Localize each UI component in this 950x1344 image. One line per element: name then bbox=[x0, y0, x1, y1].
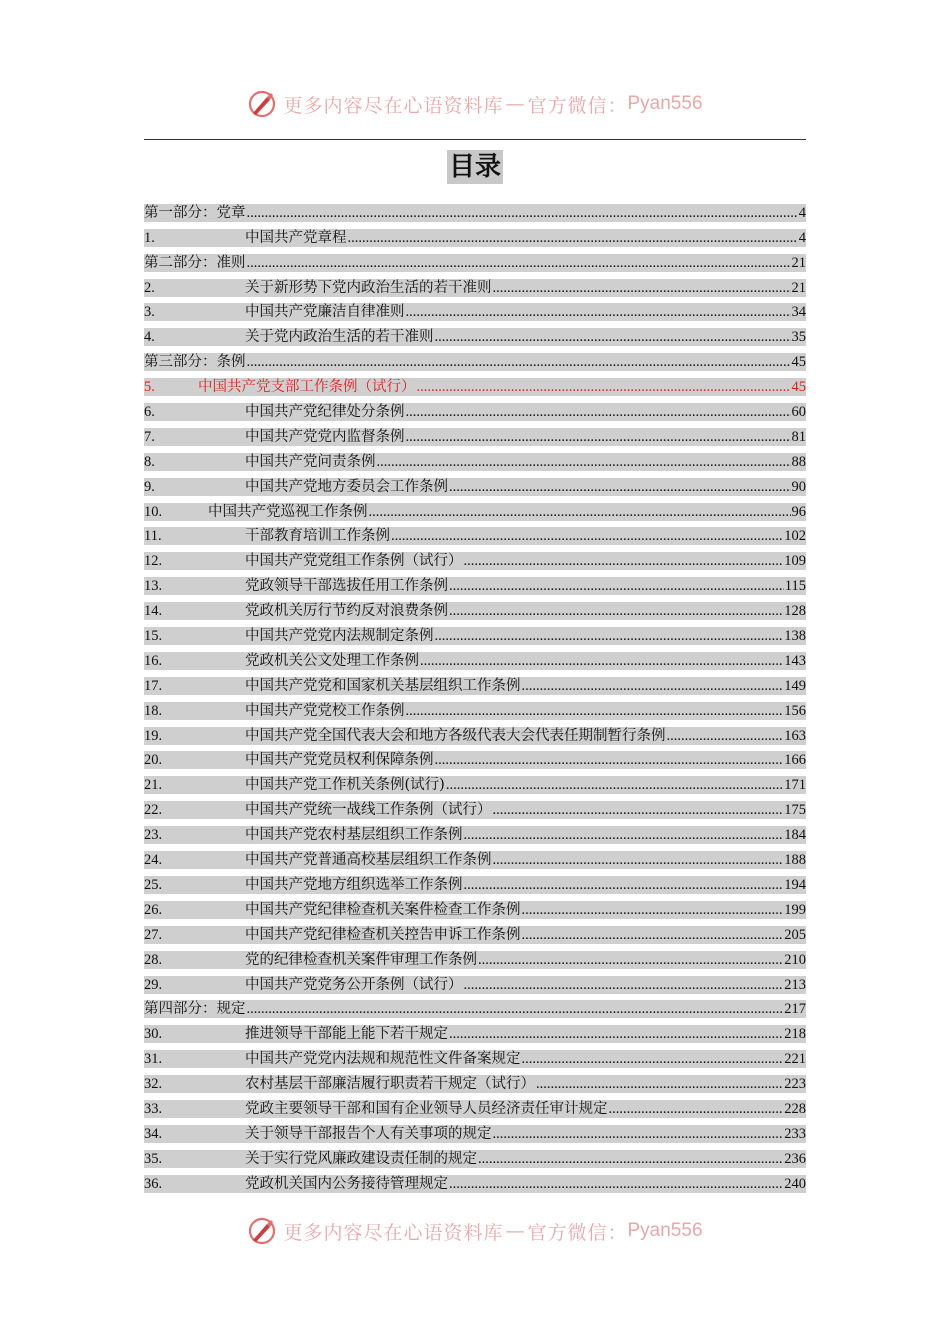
toc-entry-title: 党政主要领导干部和国有企业领导人员经济责任审计规定 bbox=[245, 1100, 608, 1117]
toc-entry-title: 中国共产党地方委员会工作条例 bbox=[245, 478, 448, 495]
banner-wechat-label: 官方微信： bbox=[527, 1221, 628, 1244]
toc-page-number: 188 bbox=[784, 852, 806, 869]
toc-dot-leader bbox=[446, 776, 783, 794]
toc-dot-leader bbox=[478, 951, 783, 969]
toc-entry[interactable] bbox=[144, 197, 806, 222]
toc-entry-title: 中国共产党党内监督条例 bbox=[245, 428, 405, 445]
toc-page-number: 4 bbox=[798, 229, 806, 246]
toc-entry[interactable] bbox=[144, 745, 806, 770]
toc-entry-title: 中国共产党支部工作条例（试行） bbox=[198, 379, 416, 396]
toc-page-number: 205 bbox=[784, 926, 806, 943]
toc-entry-title: 中国共产党党组工作条例（试行） bbox=[245, 553, 463, 570]
toc-entry-number: 8. bbox=[144, 453, 155, 470]
toc-entry-number: 3. bbox=[144, 304, 155, 321]
toc-entry-number: 10. bbox=[144, 503, 163, 520]
toc-entry-number: 35. bbox=[144, 1150, 163, 1167]
toc-entry-number: 32. bbox=[144, 1076, 163, 1093]
toc-entry[interactable] bbox=[144, 545, 806, 570]
toc-entry-line bbox=[144, 727, 806, 745]
toc-entry[interactable] bbox=[144, 844, 806, 869]
toc-page-number: 109 bbox=[784, 553, 806, 570]
toc-entry-line bbox=[144, 776, 806, 794]
toc-entry-line bbox=[144, 1175, 806, 1193]
toc-entry-title: 中国共产党党内法规制定条例 bbox=[245, 628, 434, 645]
toc-entry-line bbox=[144, 1100, 806, 1118]
toc-entry-title: 关于党内政治生活的若干准则 bbox=[245, 329, 434, 346]
banner-text: 更多内容尽在心语资料库 bbox=[283, 94, 504, 117]
toc-entry-title: 关于领导干部报告个人有关事项的规定 bbox=[245, 1125, 492, 1142]
toc-entry-number: 4. bbox=[144, 329, 155, 346]
toc-entry[interactable] bbox=[144, 421, 806, 446]
toc-page-number: 163 bbox=[784, 727, 806, 744]
banner-wechat-label: 官方微信： bbox=[527, 94, 628, 117]
toc-page-number: 213 bbox=[784, 976, 806, 993]
toc-entry-title: 中国共产党党和国家机关基层组织工作条例 bbox=[245, 677, 521, 694]
toc-entry-line bbox=[144, 751, 806, 769]
toc-entry-title: 关于实行党风廉政建设责任制的规定 bbox=[245, 1150, 477, 1167]
toc-page-number: 217 bbox=[784, 1001, 806, 1018]
toc-page-number: 233 bbox=[784, 1125, 806, 1142]
toc-dot-leader bbox=[348, 229, 798, 247]
toc-entry-title: 中国共产党纪律检查机关案件检查工作条例 bbox=[245, 901, 521, 918]
toc-entry-title: 中国共产党巡视工作条例 bbox=[208, 503, 368, 520]
toc-page-number: 171 bbox=[784, 777, 806, 794]
toc-entry[interactable] bbox=[144, 297, 806, 322]
toc-entry-number: 2. bbox=[144, 279, 155, 296]
toc-entry-line bbox=[144, 602, 806, 620]
toc-entry-title: 中国共产党党内法规和规范性文件备案规定 bbox=[245, 1051, 521, 1068]
header-rule bbox=[144, 139, 806, 140]
toc-entry-number: 16. bbox=[144, 652, 163, 669]
toc-entry-line bbox=[144, 801, 806, 819]
toc-entry-line bbox=[144, 1050, 806, 1068]
toc-entry[interactable] bbox=[144, 670, 806, 695]
toc-entry-title: 党政领导干部选拔任用工作条例 bbox=[245, 578, 448, 595]
toc-entry-title: 第二部分：准则 bbox=[144, 254, 246, 271]
toc-dot-leader bbox=[247, 353, 791, 371]
toc-entry-line bbox=[144, 951, 806, 969]
toc-page-number: 90 bbox=[791, 478, 806, 495]
toc-entry-line bbox=[144, 851, 806, 869]
toc-page-number: 138 bbox=[784, 628, 806, 645]
toc-entry[interactable] bbox=[144, 371, 806, 396]
toc-entry-title: 中国共产党全国代表大会和地方各级代表大会代表任期制暂行条例 bbox=[245, 727, 666, 744]
toc-dot-leader bbox=[493, 1125, 784, 1143]
toc-entry-line bbox=[144, 901, 806, 919]
header-banner bbox=[0, 84, 950, 124]
toc-entry-line bbox=[144, 328, 806, 346]
toc-entry-number: 13. bbox=[144, 578, 163, 595]
toc-entry[interactable] bbox=[144, 521, 806, 546]
toc-entry-title: 中国共产党地方组织选举工作条例 bbox=[245, 876, 463, 893]
toc-entry[interactable] bbox=[144, 720, 806, 745]
banner-wechat-id: Pyan556 bbox=[627, 1220, 703, 1241]
toc-entry[interactable] bbox=[144, 944, 806, 969]
toc-entry-line bbox=[144, 303, 806, 321]
toc-entry[interactable] bbox=[144, 794, 806, 819]
toc-entry-line bbox=[144, 702, 806, 720]
toc-dot-leader bbox=[464, 552, 784, 570]
toc-entry-number: 21. bbox=[144, 777, 163, 794]
toc-page-number: 156 bbox=[784, 702, 806, 719]
toc-entry-number: 14. bbox=[144, 603, 163, 620]
toc-dot-leader bbox=[247, 204, 798, 222]
toc-entry-title: 第四部分：规定 bbox=[144, 1001, 246, 1018]
toc-entry-line bbox=[144, 1150, 806, 1168]
toc-entry-line bbox=[144, 254, 806, 272]
toc-dot-leader bbox=[449, 1025, 783, 1043]
toc-dot-leader bbox=[667, 727, 784, 745]
toc-entry-line bbox=[144, 478, 806, 496]
toc-dot-leader bbox=[464, 826, 784, 844]
toc-entry[interactable] bbox=[144, 994, 806, 1019]
toc-entry-title: 推进领导干部能上能下若干规定 bbox=[245, 1026, 448, 1043]
toc-dot-leader bbox=[464, 876, 784, 894]
toc-entry-number: 24. bbox=[144, 852, 163, 869]
page-title: 目录 bbox=[448, 152, 501, 182]
toc-entry-number: 30. bbox=[144, 1026, 163, 1043]
toc-entry-title: 中国共产党普通高校基层组织工作条例 bbox=[245, 852, 492, 869]
toc-entry[interactable] bbox=[144, 1018, 806, 1043]
toc-entry-line bbox=[144, 552, 806, 570]
toc-page-number: 45 bbox=[791, 354, 806, 371]
toc-entry-number: 33. bbox=[144, 1100, 163, 1117]
toc-dot-leader bbox=[493, 279, 791, 297]
toc-entry[interactable] bbox=[144, 894, 806, 919]
toc-entry-line bbox=[144, 503, 806, 521]
toc-entry[interactable] bbox=[144, 1168, 806, 1193]
toc-dot-leader bbox=[420, 652, 783, 670]
toc-entry[interactable] bbox=[144, 595, 806, 620]
toc-entry-number: 26. bbox=[144, 901, 163, 918]
toc-entry-title: 第一部分：党章 bbox=[144, 204, 246, 221]
toc-entry[interactable] bbox=[144, 247, 806, 272]
toc-entry-title: 干部教育培训工作条例 bbox=[245, 528, 390, 545]
toc-entry[interactable] bbox=[144, 869, 806, 894]
toc-page-number: 96 bbox=[791, 503, 806, 520]
toc-entry-title: 中国共产党党员权利保障条例 bbox=[245, 752, 434, 769]
toc-entry[interactable] bbox=[144, 645, 806, 670]
toc-entry-title: 中国共产党章程 bbox=[245, 229, 347, 246]
toc-page-number: 149 bbox=[784, 677, 806, 694]
toc-entry-number: 27. bbox=[144, 926, 163, 943]
toc-page-number: 4 bbox=[798, 204, 806, 221]
toc-entry[interactable] bbox=[144, 695, 806, 720]
toc-dot-leader bbox=[493, 851, 784, 869]
toc-entry-number: 11. bbox=[144, 528, 162, 545]
toc-page-number: 60 bbox=[791, 404, 806, 421]
toc-entry-line bbox=[144, 1000, 806, 1018]
toc-entry-number: 17. bbox=[144, 677, 163, 694]
toc-dot-leader bbox=[449, 602, 783, 620]
toc-entry-line bbox=[144, 652, 806, 670]
pen-logo-icon bbox=[247, 89, 277, 119]
toc-entry[interactable] bbox=[144, 1143, 806, 1168]
toc-page-number: 199 bbox=[784, 901, 806, 918]
toc-entry-title: 中国共产党工作机关条例(试行) bbox=[245, 777, 445, 794]
toc-entry-line bbox=[144, 353, 806, 371]
toc-page-number: 88 bbox=[791, 453, 806, 470]
toc-entry-number: 22. bbox=[144, 802, 163, 819]
toc-entry-title: 中国共产党统一战线工作条例（试行） bbox=[245, 802, 492, 819]
toc-page-number: 21 bbox=[791, 279, 806, 296]
toc-entry[interactable] bbox=[144, 321, 806, 346]
toc-page-number: 223 bbox=[784, 1076, 806, 1093]
toc-page-number: 210 bbox=[784, 951, 806, 968]
toc-entry-title: 党政机关公文处理工作条例 bbox=[245, 652, 419, 669]
toc-entry-title: 中国共产党纪律处分条例 bbox=[245, 404, 405, 421]
toc-entry-number: 1. bbox=[144, 229, 155, 246]
toc-page-number: 21 bbox=[791, 254, 806, 271]
toc-page-number: 218 bbox=[784, 1026, 806, 1043]
banner-text: 更多内容尽在心语资料库 bbox=[283, 1221, 504, 1244]
toc-page-number: 240 bbox=[784, 1175, 806, 1192]
toc-page-number: 184 bbox=[784, 827, 806, 844]
toc-entry-number: 29. bbox=[144, 976, 163, 993]
banner-separator: — bbox=[505, 1220, 526, 1242]
toc-page-number: 166 bbox=[784, 752, 806, 769]
toc-entry-title: 中国共产党纪律检查机关控告申诉工作条例 bbox=[245, 926, 521, 943]
toc-entry-number: 20. bbox=[144, 752, 163, 769]
toc-entry-line bbox=[144, 577, 806, 595]
toc-page-number: 194 bbox=[784, 876, 806, 893]
toc-entry-title: 第三部分：条例 bbox=[144, 354, 246, 371]
toc-dot-leader bbox=[609, 1100, 784, 1118]
page-title-wrap bbox=[0, 150, 950, 184]
toc-entry[interactable] bbox=[144, 1043, 806, 1068]
toc-page-number: 175 bbox=[784, 802, 806, 819]
toc-dot-leader bbox=[522, 926, 784, 944]
toc-entry-number: 19. bbox=[144, 727, 163, 744]
toc-entry[interactable] bbox=[144, 1093, 806, 1118]
banner-separator: — bbox=[505, 93, 526, 115]
toc-entry-title: 党政机关国内公务接待管理规定 bbox=[245, 1175, 448, 1192]
toc-dot-leader bbox=[449, 478, 791, 496]
toc-entry-line bbox=[144, 279, 806, 297]
table-of-contents bbox=[144, 197, 806, 1193]
toc-entry-title: 中国共产党党务公开条例（试行） bbox=[245, 976, 463, 993]
toc-page-number: 221 bbox=[784, 1051, 806, 1068]
toc-dot-leader bbox=[406, 403, 791, 421]
toc-dot-leader bbox=[435, 751, 784, 769]
toc-entry-number: 28. bbox=[144, 951, 163, 968]
toc-page-number: 236 bbox=[784, 1150, 806, 1167]
toc-entry[interactable] bbox=[144, 969, 806, 994]
toc-entry-line bbox=[144, 204, 806, 222]
toc-dot-leader bbox=[247, 254, 791, 272]
toc-dot-leader bbox=[522, 677, 784, 695]
toc-entry-title: 中国共产党廉洁自律准则 bbox=[245, 304, 405, 321]
toc-page-number: 45 bbox=[791, 379, 806, 396]
toc-entry-number: 7. bbox=[144, 428, 155, 445]
toc-entry-line bbox=[144, 627, 806, 645]
toc-dot-leader bbox=[449, 577, 784, 595]
toc-entry[interactable] bbox=[144, 769, 806, 794]
footer-banner bbox=[0, 1211, 950, 1251]
toc-dot-leader bbox=[435, 328, 791, 346]
toc-dot-leader bbox=[449, 1175, 783, 1193]
toc-entry-number: 5. bbox=[144, 379, 155, 396]
toc-entry-number: 23. bbox=[144, 827, 163, 844]
toc-dot-leader bbox=[247, 1000, 784, 1018]
toc-entry[interactable] bbox=[144, 819, 806, 844]
toc-page-number: 143 bbox=[784, 652, 806, 669]
toc-page-number: 81 bbox=[791, 428, 806, 445]
toc-dot-leader bbox=[522, 1050, 784, 1068]
toc-entry[interactable] bbox=[144, 471, 806, 496]
toc-entry-line bbox=[144, 826, 806, 844]
toc-dot-leader bbox=[464, 976, 784, 994]
toc-entry-number: 6. bbox=[144, 404, 155, 421]
toc-entry[interactable] bbox=[144, 346, 806, 371]
toc-entry-title: 关于新形势下党内政治生活的若干准则 bbox=[245, 279, 492, 296]
toc-entry[interactable] bbox=[144, 396, 806, 421]
toc-entry-number: 15. bbox=[144, 628, 163, 645]
toc-dot-leader bbox=[493, 801, 784, 819]
toc-entry-line bbox=[144, 677, 806, 695]
toc-entry[interactable] bbox=[144, 1068, 806, 1093]
toc-entry[interactable] bbox=[144, 222, 806, 247]
toc-entry-line bbox=[144, 1025, 806, 1043]
toc-entry-line bbox=[144, 428, 806, 446]
toc-page-number: 34 bbox=[791, 304, 806, 321]
toc-entry[interactable] bbox=[144, 496, 806, 521]
toc-entry[interactable] bbox=[144, 272, 806, 297]
toc-page-number: 102 bbox=[784, 528, 806, 545]
toc-entry-line bbox=[144, 403, 806, 421]
toc-entry-line bbox=[144, 876, 806, 894]
toc-dot-leader bbox=[522, 901, 784, 919]
toc-entry-line bbox=[144, 453, 806, 471]
toc-dot-leader bbox=[478, 1150, 783, 1168]
toc-entry-number: 25. bbox=[144, 876, 163, 893]
toc-entry-number: 36. bbox=[144, 1175, 163, 1192]
toc-entry-line bbox=[144, 229, 806, 247]
toc-dot-leader bbox=[435, 627, 784, 645]
toc-page-number: 128 bbox=[784, 603, 806, 620]
toc-dot-leader bbox=[406, 303, 791, 321]
toc-dot-leader bbox=[377, 453, 791, 471]
toc-entry-title: 党政机关厉行节约反对浪费条例 bbox=[245, 603, 448, 620]
toc-entry-line bbox=[144, 1075, 806, 1093]
toc-page-number: 228 bbox=[784, 1100, 806, 1117]
toc-dot-leader bbox=[369, 503, 791, 521]
toc-entry-number: 12. bbox=[144, 553, 163, 570]
toc-entry-line bbox=[144, 378, 806, 396]
toc-dot-leader bbox=[391, 527, 783, 545]
toc-entry[interactable] bbox=[144, 570, 806, 595]
toc-dot-leader bbox=[406, 702, 784, 720]
toc-entry-title: 中国共产党党校工作条例 bbox=[245, 702, 405, 719]
toc-entry-number: 31. bbox=[144, 1051, 163, 1068]
toc-entry-line bbox=[144, 1125, 806, 1143]
toc-entry[interactable] bbox=[144, 620, 806, 645]
toc-entry-number: 18. bbox=[144, 702, 163, 719]
toc-dot-leader bbox=[536, 1075, 783, 1093]
toc-entry-title: 中国共产党问责条例 bbox=[245, 453, 376, 470]
toc-entry[interactable] bbox=[144, 919, 806, 944]
banner-wechat-id: Pyan556 bbox=[627, 93, 703, 114]
toc-entry-number: 34. bbox=[144, 1125, 163, 1142]
toc-entry[interactable] bbox=[144, 1118, 806, 1143]
toc-entry-title: 党的纪律检查机关案件审理工作条例 bbox=[245, 951, 477, 968]
toc-dot-leader bbox=[406, 428, 791, 446]
toc-entry-line bbox=[144, 926, 806, 944]
pen-logo-icon bbox=[247, 1216, 277, 1246]
toc-entry-line bbox=[144, 976, 806, 994]
toc-entry-title: 农村基层干部廉洁履行职责若干规定（试行） bbox=[245, 1076, 535, 1093]
toc-dot-leader bbox=[417, 378, 791, 396]
toc-page-number: 35 bbox=[791, 329, 806, 346]
toc-entry-title: 中国共产党农村基层组织工作条例 bbox=[245, 827, 463, 844]
toc-page-number: 115 bbox=[784, 578, 806, 595]
toc-entry-number: 9. bbox=[144, 478, 155, 495]
toc-entry-line bbox=[144, 527, 806, 545]
toc-entry[interactable] bbox=[144, 446, 806, 471]
